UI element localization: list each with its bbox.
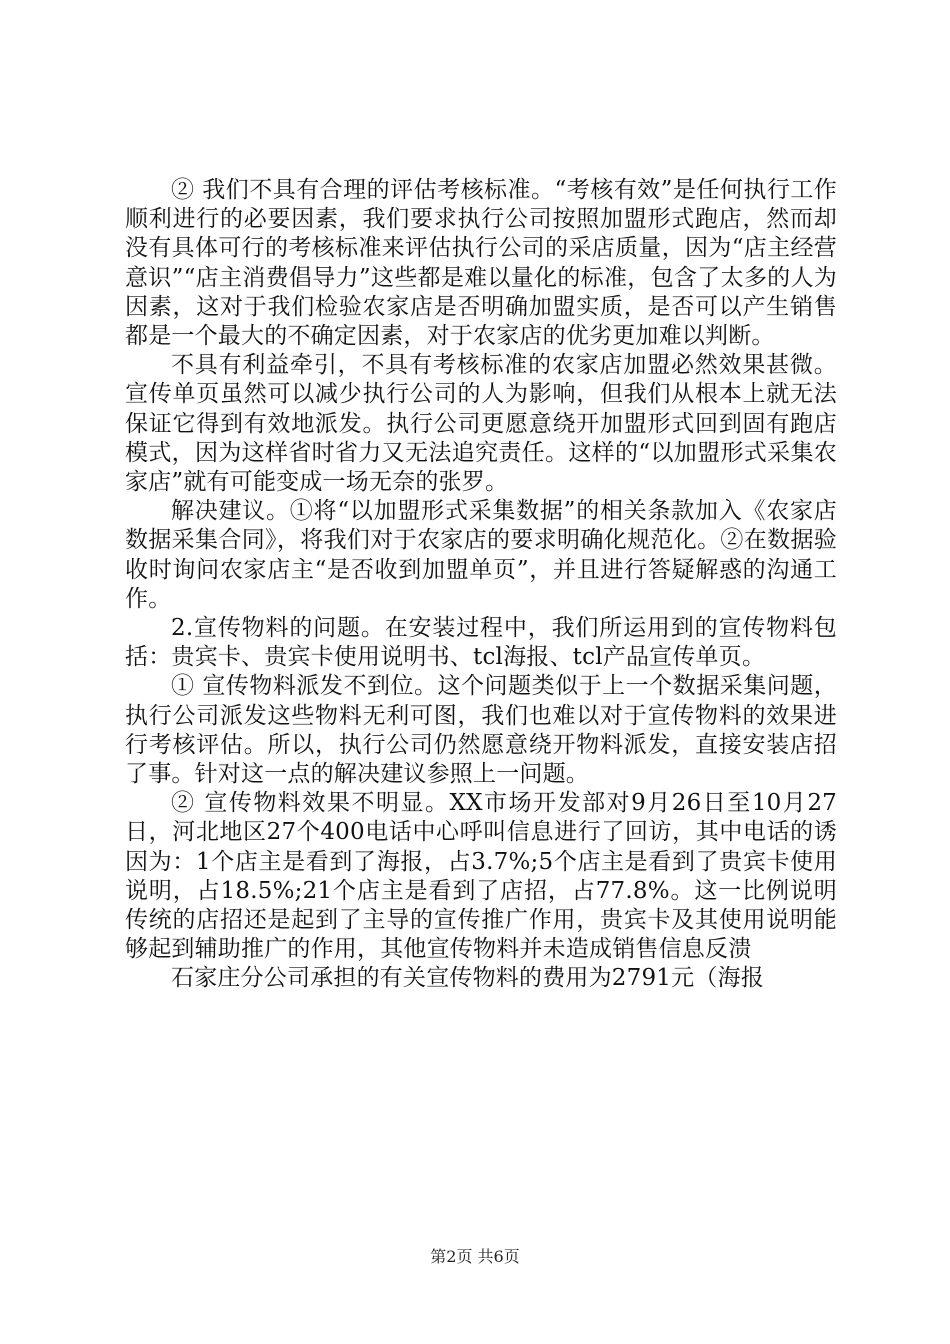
paragraph-franchise-effect: 不具有利益牵引，不具有考核标准的农家店加盟必然效果甚微。宣传单页虽然可以减少执行公司的人为影响，但我们从根本上就无法保证它得到有效地派发。执行公司更愿意绕开加盟形式回到固有跑店模式，因为这样省时省力又无法追究责任。这样的“以加盟形式采集农家店”就有可能变成一场无奈的张罗。 — [125, 352, 837, 496]
paragraph-effect-statistics: ② 宣传物料效果不明显。XX市场开发部对9月26日至10月27日，河北地区27个400电话中心呼叫信息进行了回访，其中电话的诱因为：1个店主是看到了海报，占3.7%;5个店主是看到了贵宾卡使用说明，占18.5%;21个店主是看到了店招，占77.8%。这一比例说明传统的店招还是起到了主导的宣传推广作用，贵宾卡及其使用说明能够起到辅助推广的作用，其他宣传物料并未造成销售信息反溃 — [125, 790, 837, 963]
paragraph-distribution-issue: ① 宣传物料派发不到位。这个问题类似于上一个数据采集问题，执行公司派发这些物料无利可图，我们也难以对于宣传物料的效果进行考核评估。所以，执行公司仍然愿意绕开物料派发，直接安装店招了事。针对这一点的解决建议参照上一问题。 — [125, 673, 837, 788]
paragraph-evaluation-standard: ② 我们不具有合理的评估考核标准。“考核有效”是任何执行工作顺利进行的必要因素，我们要求执行公司按照加盟形式跑店，然而却没有具体可行的考核标准来评估执行公司的采店质量，因为“店主经营意识”“店主消费倡导力”这些都是难以量化的标准，包含了太多的人为因素，这对于我们检验农家店是否明确加盟实质，是否可以产生销售都是一个最大的不确定因素，对于农家店的优劣更加难以判断。 — [125, 177, 837, 350]
page-number-footer: 第2页 共6页 — [430, 1247, 520, 1266]
paragraph-solution-suggestion: 解决建议。①将“以加盟形式采集数据”的相关条款加入《农家店数据采集合同》，将我们对于农家店的要求明确化规范化。②在数据验收时询问农家店主“是否收到加盟单页”，并且进行答疑解惑的沟通工作。 — [125, 498, 837, 612]
document-body — [125, 176, 837, 994]
paragraph-cost: 石家庄分公司承担的有关宣传物料的费用为2791元（海报 — [171, 965, 764, 992]
paragraph-promo-material-issue: 2.宣传物料的问题。在安装过程中，我们所运用到的宣传物料包括：贵宾卡、贵宾卡使用说明书、tcl海报、tcl产品宣传单页。 — [125, 615, 837, 671]
